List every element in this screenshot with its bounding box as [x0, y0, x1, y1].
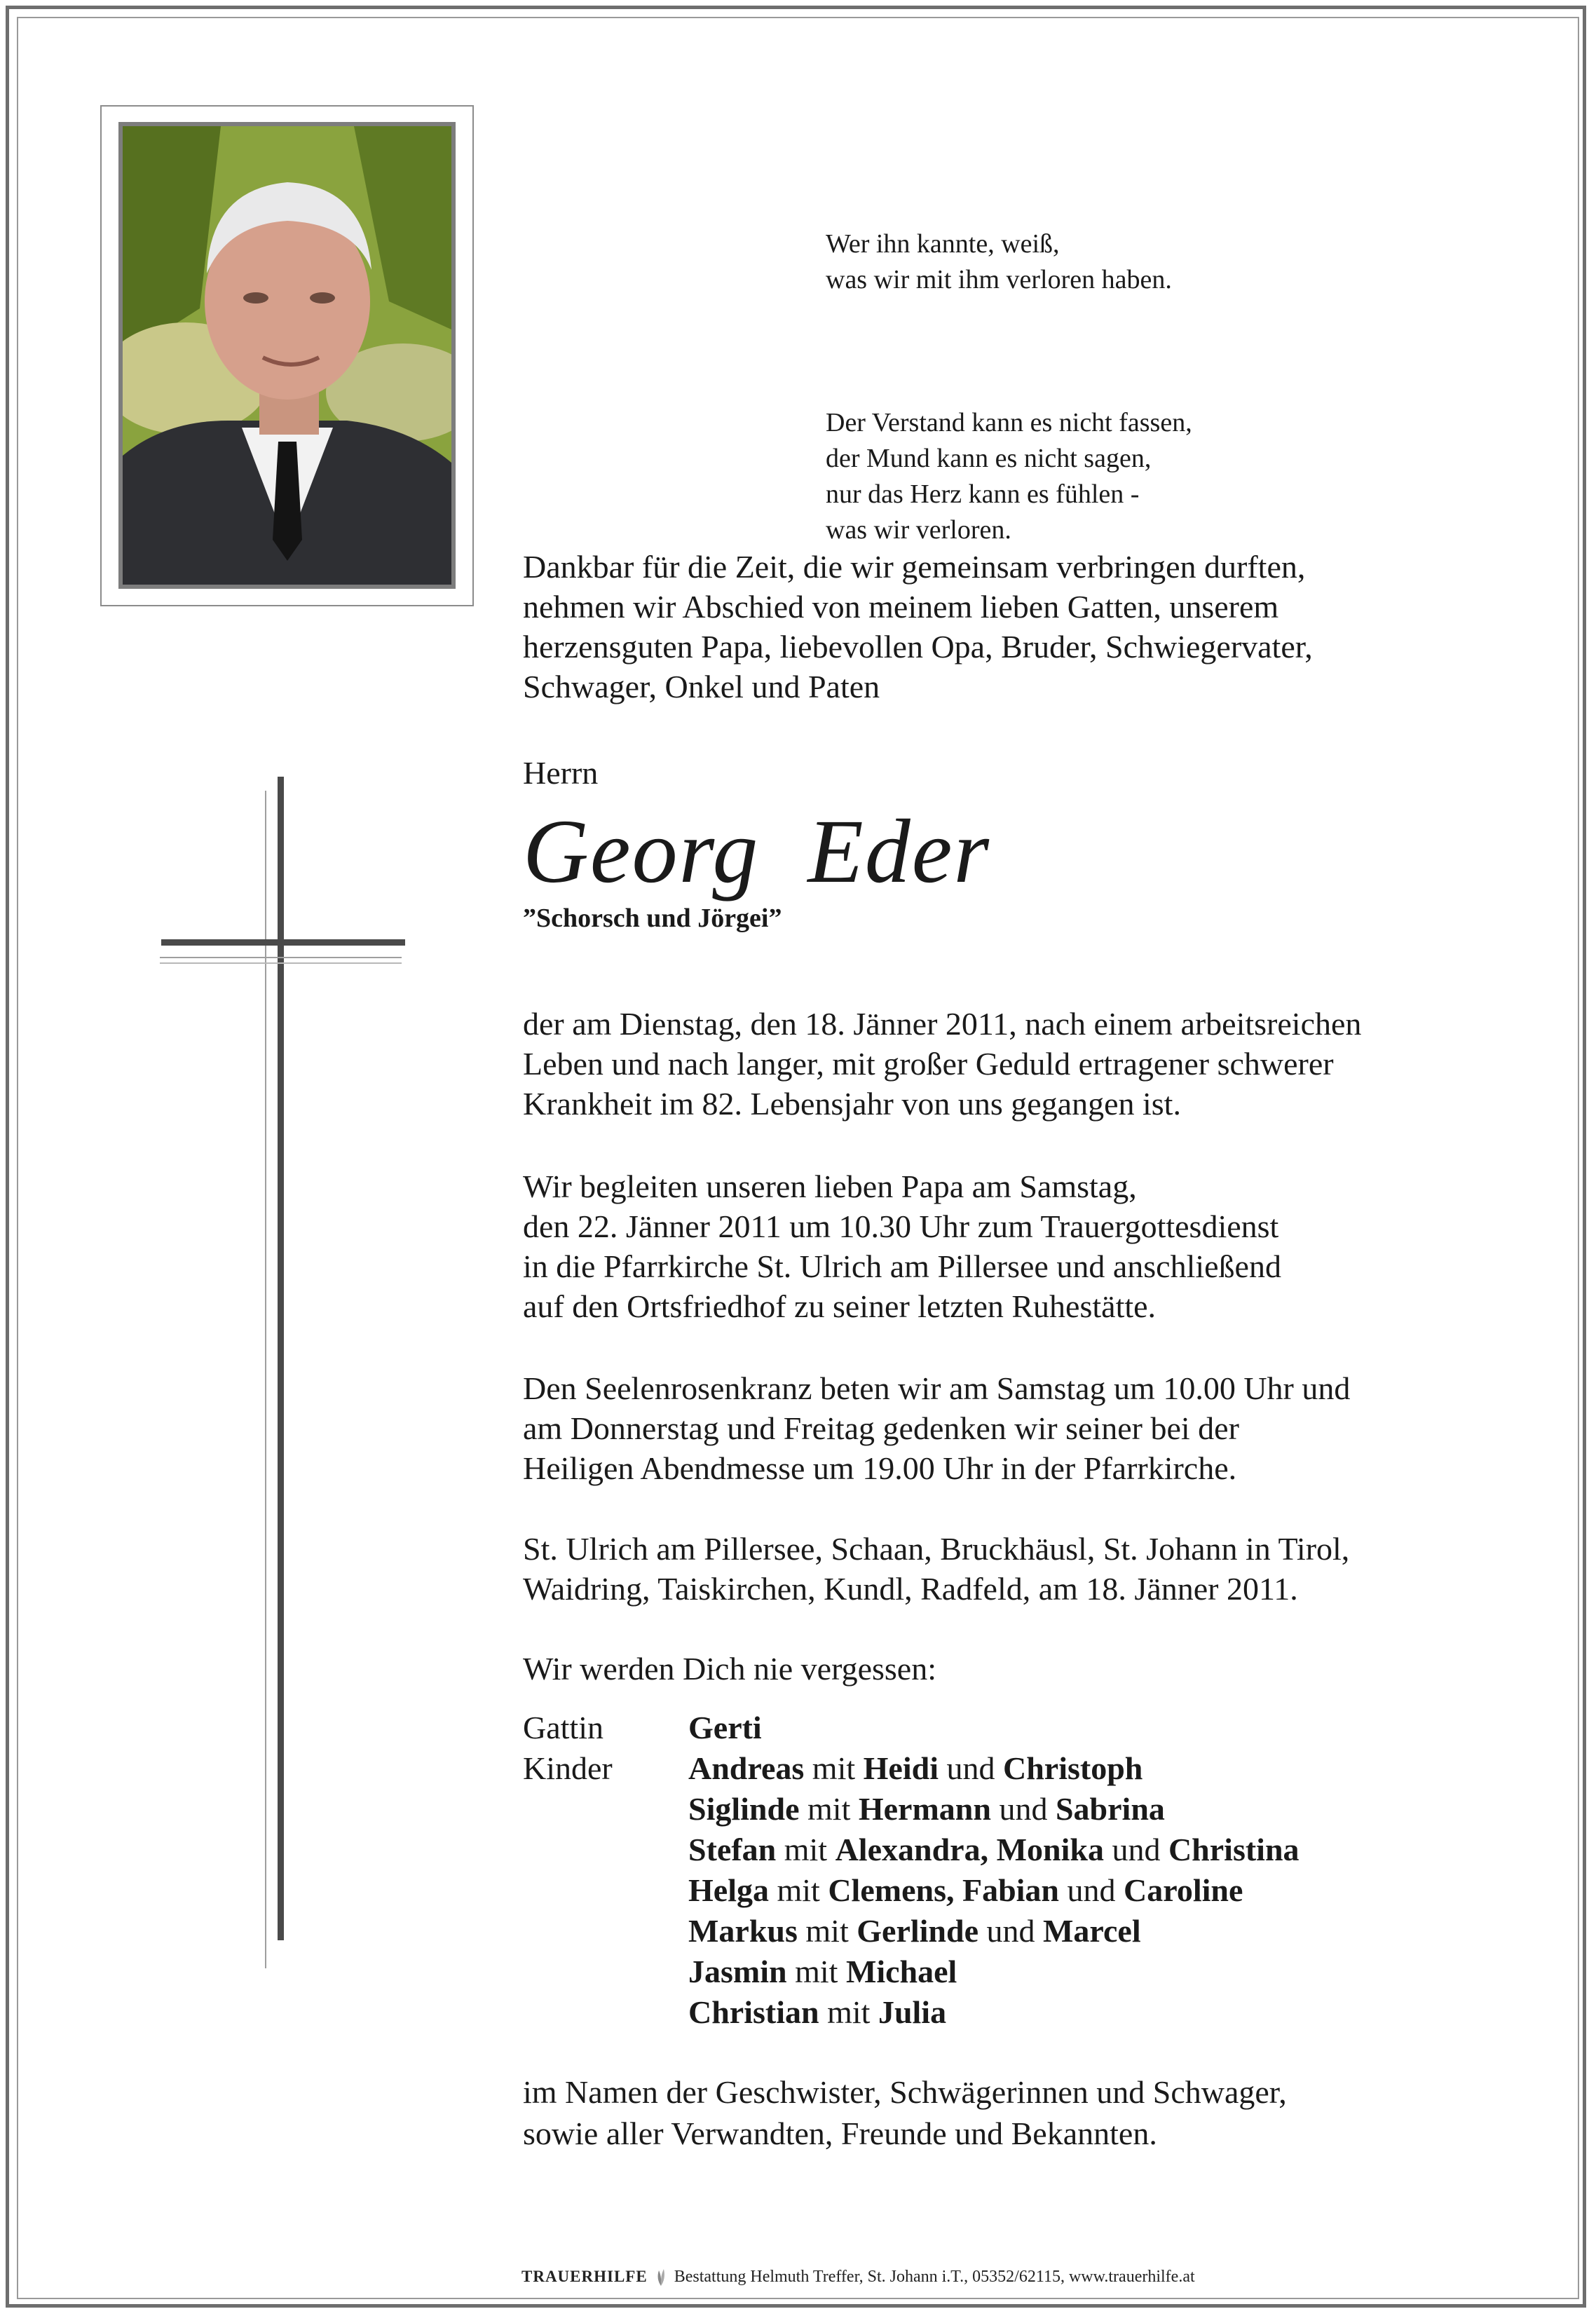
poem-stanza-2: Der Verstand kann es nicht fassen, der Mund kann es nicht sagen, nur das Herz kann es fühlen - was wir verloren. — [826, 408, 1192, 545]
conjunction: mit — [768, 1872, 828, 1908]
honorific: Herrn — [523, 755, 599, 791]
child-entry — [688, 1870, 1243, 1911]
portrait-frame — [100, 105, 474, 606]
child-row — [523, 1748, 1300, 1789]
children-role: Kinder — [523, 1750, 613, 1786]
spouse-role: Gattin — [523, 1710, 603, 1745]
leaf-logo-icon — [653, 2266, 669, 2287]
grandchildren: Marcel — [1043, 1913, 1141, 1949]
child-name: Stefan — [688, 1832, 777, 1867]
child-name: Christian — [688, 1994, 819, 2030]
child-partner: Clemens, Fabian — [828, 1872, 1060, 1908]
child-entry — [688, 1951, 957, 1992]
child-name: Jasmin — [688, 1954, 787, 1989]
poem-stanza-1: Wer ihn kannte, weiß, was wir mit ihm verloren haben. — [826, 229, 1172, 294]
child-entry — [688, 1789, 1165, 1830]
child-row — [523, 1951, 1300, 1992]
child-partner: Alexandra, Monika — [835, 1832, 1104, 1867]
conjunction: mit — [819, 1994, 878, 2030]
grandchildren: Sabrina — [1055, 1791, 1165, 1827]
conjunction: mit — [797, 1913, 857, 1949]
child-partner: Gerlinde — [857, 1913, 979, 1949]
child-name: Markus — [688, 1913, 798, 1949]
footer-text: Bestattung Helmuth Treffer, St. Johann i.T., 05352/62115, www.trauerhilfe.at — [674, 2267, 1195, 2286]
grandchildren: Christina — [1168, 1832, 1300, 1867]
child-partner: Hermann — [858, 1791, 991, 1827]
funeral-paragraph: Wir begleiten unseren lieben Papa am Samstag, den 22. Jänner 2011 um 10.30 Uhr zum Trauergottesdienst in die Pfarrkirche St. Ulrich am Pillersee und anschließend auf den Ortsfriedhof zu seiner letzten Ruhestätte. — [523, 1169, 1281, 1324]
intro-paragraph: Dankbar für die Zeit, die wir gemeinsam verbringen durften, nehmen wir Abschied von meinem lieben Gatten, unserem herzensguten Papa, liebevollen Opa, Bruder, Schwiegervater, Schwager, Onkel und Paten — [523, 549, 1313, 704]
child-name: Helga — [688, 1872, 769, 1908]
conjunction: mit — [786, 1954, 846, 1989]
conjunction: und — [1103, 1832, 1168, 1867]
rosary-paragraph: Den Seelenrosenkranz beten wir am Samstag um 10.00 Uhr und am Donnerstag und Freitag gedenken wir seiner bei der Heiligen Abendmesse um 19.00 Uhr in der Pfarrkirche. — [523, 1370, 1351, 1486]
child-partner: Julia — [878, 1994, 947, 2030]
child-partner: Michael — [845, 1954, 957, 1989]
family-list — [523, 1708, 1300, 2033]
grandchildren: Christoph — [1002, 1750, 1143, 1786]
conjunction: und — [938, 1750, 1003, 1786]
child-entry — [688, 1748, 1143, 1789]
child-row — [523, 1870, 1300, 1911]
child-entry — [688, 1830, 1300, 1870]
child-row — [523, 1911, 1300, 1951]
child-name: Siglinde — [688, 1791, 800, 1827]
nickname: ”Schorsch und Jörgei” — [523, 904, 782, 933]
child-row — [523, 1789, 1300, 1830]
conjunction: und — [1059, 1872, 1124, 1908]
remember-line: Wir werden Dich nie vergessen: — [523, 1651, 936, 1687]
spouse-name: Gerti — [688, 1710, 762, 1745]
conjunction: mit — [776, 1832, 835, 1867]
death-paragraph: der am Dienstag, den 18. Jänner 2011, nach einem arbeitsreichen Leben und nach langer, mit großer Geduld ertragener schwerer Krankheit im 82. Lebensjahr von uns gegangen ist. — [523, 1006, 1362, 1122]
child-entry — [688, 1911, 1141, 1951]
conjunction: und — [978, 1913, 1044, 1949]
closing-paragraph: im Namen der Geschwister, Schwägerinnen und Schwager, sowie aller Verwandten, Freunde und Bekannten. — [523, 2074, 1287, 2151]
child-row — [523, 1992, 1300, 2033]
spouse-row — [523, 1708, 1300, 1748]
conjunction: mit — [799, 1791, 859, 1827]
child-row — [523, 1830, 1300, 1870]
grandchildren: Caroline — [1124, 1872, 1243, 1908]
child-partner: Heidi — [863, 1750, 939, 1786]
footer-brand: TRAUERHILFE — [521, 2268, 648, 2285]
places-paragraph: St. Ulrich am Pillersee, Schaan, Bruckhäusl, St. Johann in Tirol, Waidring, Taiskirchen, Kundl, Radfeld, am 18. Jänner 2011. — [523, 1531, 1350, 1607]
cross-icon — [160, 777, 412, 1968]
poem — [826, 191, 1192, 584]
conjunction: mit — [804, 1750, 864, 1786]
child-entry — [688, 1992, 946, 2033]
footer — [521, 2266, 1195, 2287]
conjunction: und — [990, 1791, 1056, 1827]
portrait-photo — [118, 122, 456, 589]
child-name: Andreas — [688, 1750, 805, 1786]
deceased-name: Georg Eder — [523, 801, 991, 902]
